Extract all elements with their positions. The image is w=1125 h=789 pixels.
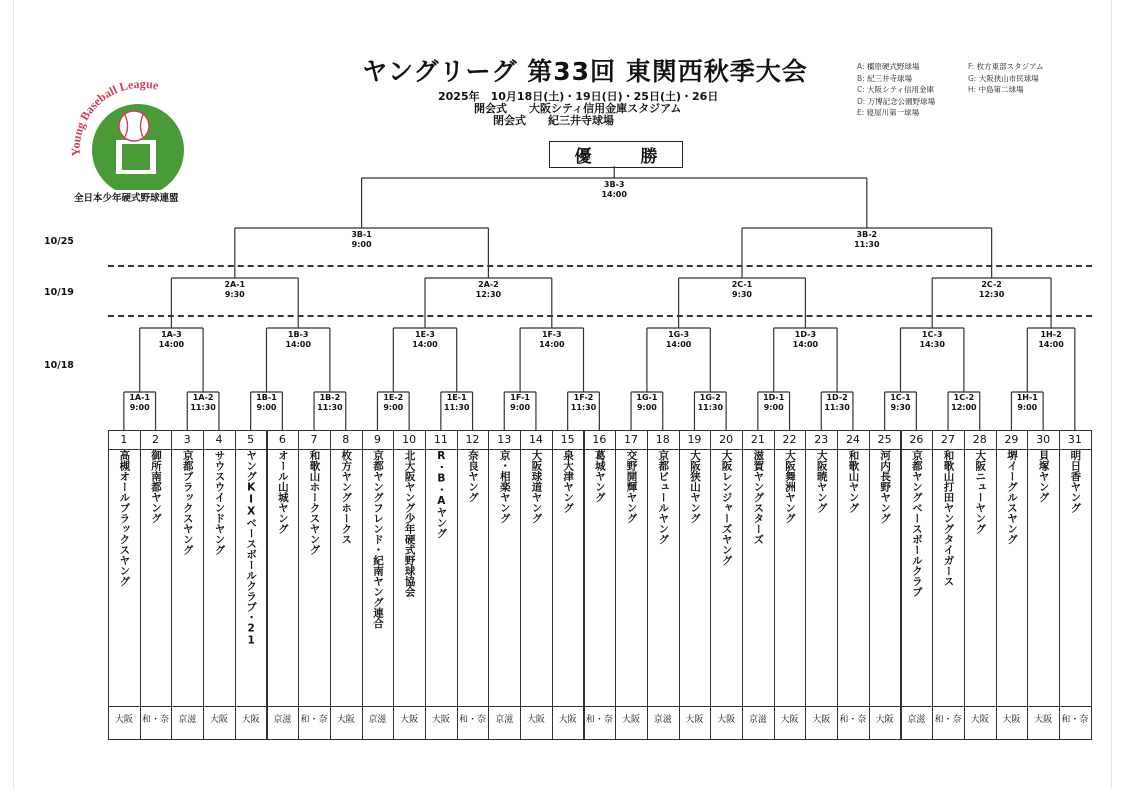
match-id: 1H-2	[1040, 330, 1062, 339]
team-number: 17	[624, 433, 639, 446]
team-region: 和・奈	[585, 715, 613, 725]
match-id: 2A-1	[224, 280, 246, 289]
match-time: 11:30	[190, 403, 216, 412]
match-id: 1E-1	[446, 393, 467, 402]
team-number: 31	[1067, 433, 1082, 446]
tournament-title: ヤングリーグ 第33回 東関西秋季大会	[362, 57, 808, 86]
team-region: 京滋	[368, 715, 387, 725]
champion-char-1: 優	[574, 147, 592, 167]
match-id: 1D-1	[763, 393, 785, 402]
match-time: 9:00	[510, 403, 531, 412]
match-time: 12:30	[475, 290, 502, 299]
venue-name: 紀三井寺球場	[867, 73, 913, 83]
team-name: 貝塚ヤング	[1037, 450, 1050, 503]
match-label	[549, 393, 619, 413]
match-id: 3B-3	[603, 180, 625, 189]
team-region: 大阪	[970, 715, 989, 725]
champion-char-2: 勝	[640, 147, 658, 167]
venue-name: 万博記念公園野球場	[867, 96, 936, 106]
match-label	[263, 330, 333, 350]
team-number: 14	[528, 433, 543, 446]
team-number: 10	[402, 433, 417, 446]
match-id: 1A-3	[161, 330, 182, 339]
team-region: 和・奈	[839, 715, 867, 725]
date-label-final-day: 10/25	[44, 236, 74, 247]
team-name: 大阪ニューヤング	[974, 450, 987, 534]
match-id: 2C-1	[731, 280, 753, 289]
team-name: 滋賀ヤングスターズ	[752, 450, 765, 545]
venue-code: H:	[968, 85, 979, 94]
team-number: 21	[750, 433, 765, 446]
team-number: 30	[1036, 433, 1051, 446]
team-region: 京滋	[748, 715, 767, 725]
team-number: 27	[941, 433, 956, 446]
venue-code: A:	[857, 62, 867, 71]
team-region: 和・奈	[459, 715, 487, 725]
match-label	[517, 330, 587, 350]
team-region: 大阪	[526, 715, 545, 725]
team-number: 20	[719, 433, 734, 446]
match-label	[897, 330, 967, 350]
team-name: 京都ヤングベースボールクラブ	[910, 450, 923, 597]
match-id: 1D-3	[794, 330, 817, 339]
match-id: 2A-2	[478, 280, 499, 289]
match-id: 1G-2	[699, 393, 721, 402]
team-region: 京滋	[178, 715, 197, 725]
team-number: 19	[687, 433, 702, 446]
match-time: 14:00	[412, 340, 438, 349]
team-number: 6	[278, 433, 286, 446]
match-time: 14:30	[919, 340, 945, 349]
team-number: 3	[183, 433, 191, 446]
match-label	[770, 330, 840, 350]
team-region: 大阪	[717, 715, 736, 725]
team-region: 京滋	[653, 715, 672, 725]
team-number: 2	[152, 433, 160, 446]
match-time: 9:30	[224, 290, 245, 299]
team-name: 高槻オールブラックスヤング	[118, 450, 131, 587]
team-region: 大阪	[431, 715, 450, 725]
team-name: 奈良ヤング	[467, 450, 480, 503]
match-label	[358, 393, 428, 413]
team-name: 河内長野ヤング	[879, 450, 892, 524]
team-name: 大阪レンジャーズヤング	[720, 450, 733, 566]
team-name: 御所南都ヤング	[150, 450, 163, 524]
team-name: サウスウインドヤング	[213, 450, 226, 555]
venue-code: E:	[857, 108, 867, 117]
match-label	[200, 280, 270, 300]
match-time: 9:30	[732, 290, 752, 299]
team-region: 大阪	[812, 715, 831, 725]
team-region: 京滋	[907, 715, 926, 725]
team-region: 大阪	[400, 715, 419, 725]
venue-name: 大阪狭山市民球場	[978, 73, 1039, 83]
match-id: 1E-2	[383, 393, 404, 402]
match-time: 14:00	[792, 340, 819, 349]
match-time: 9:00	[763, 403, 784, 412]
team-number: 7	[310, 433, 318, 446]
match-time: 11:30	[854, 240, 880, 249]
match-time: 14:00	[285, 340, 311, 349]
match-label	[866, 393, 936, 413]
venue-name: 大阪シティ信用金庫	[867, 85, 935, 94]
team-number: 16	[592, 433, 607, 446]
match-id: 1C-1	[890, 393, 911, 402]
match-id: 3B-2	[856, 230, 878, 239]
venue-code: B:	[857, 73, 868, 83]
team-region: 大阪	[780, 715, 799, 725]
team-name: 大阪暁ヤング	[815, 450, 828, 513]
team-region: 大阪	[209, 715, 228, 725]
match-label	[957, 280, 1027, 300]
match-id: 1D-2	[826, 393, 848, 402]
team-number: 18	[655, 433, 670, 446]
venue-code: D:	[857, 96, 868, 106]
match-label	[579, 180, 649, 200]
match-id: 1C-3	[921, 330, 943, 339]
team-number: 25	[877, 433, 892, 446]
team-region: 大阪	[241, 715, 260, 725]
match-time: 14:00	[158, 340, 185, 349]
team-name: 京・相楽ヤング	[498, 450, 511, 524]
team-number: 28	[972, 433, 987, 446]
match-time: 12:30	[978, 290, 1005, 299]
team-region: 大阪	[875, 715, 894, 725]
match-label	[707, 280, 777, 300]
team-region: 大阪	[622, 715, 641, 725]
match-time: 9:00	[636, 403, 657, 412]
team-name: 和歌山ホークスヤング	[308, 450, 321, 555]
match-time: 11:30	[443, 403, 470, 412]
match-label	[485, 393, 555, 413]
team-name: 葛城ヤング	[593, 450, 606, 503]
venue-code: C:	[857, 85, 868, 94]
match-time: 9:00	[1017, 403, 1038, 412]
team-name: 泉大津ヤング	[562, 450, 575, 513]
team-region: 和・奈	[142, 715, 170, 725]
venue-code: G:	[968, 73, 979, 83]
team-region: 和・奈	[1061, 715, 1089, 725]
match-label	[675, 393, 745, 413]
team-name: 明日香ヤング	[1069, 450, 1082, 513]
match-label	[739, 393, 809, 413]
match-label	[295, 393, 365, 413]
match-id: 1G-3	[668, 330, 690, 339]
team-number: 5	[247, 433, 255, 446]
team-name: 京都ブラックスヤング	[181, 450, 194, 555]
team-name: 堺イーグルスヤング	[1005, 450, 1018, 545]
team-region: 大阪	[685, 715, 704, 725]
venue-name: 中島第二球場	[978, 85, 1024, 94]
match-id: 1A-2	[192, 393, 214, 402]
league-name-caption: 全日本少年硬式野球連盟	[74, 193, 179, 204]
match-id: 2C-2	[981, 280, 1002, 289]
match-time: 12:00	[951, 403, 977, 412]
match-time: 9:30	[890, 403, 911, 412]
team-number: 29	[1004, 433, 1019, 446]
team-region: 京滋	[273, 715, 292, 725]
venue-name: 枚方東部スタジアム	[976, 62, 1044, 71]
team-name: 和歌山ヤング	[847, 450, 860, 513]
match-id: 1F-3	[541, 330, 562, 339]
team-number: 8	[342, 433, 350, 446]
team-region: 大阪	[1034, 715, 1053, 725]
team-region: 京滋	[495, 715, 514, 725]
match-id: 1B-2	[319, 393, 341, 402]
match-label	[136, 330, 206, 350]
closing-ceremony: 閉会式 紀三井寺球場	[493, 114, 614, 127]
team-region: 和・奈	[934, 715, 962, 725]
match-label	[327, 230, 397, 250]
match-label	[992, 393, 1062, 413]
match-time: 14:00	[665, 340, 692, 349]
team-region: 大阪	[1002, 715, 1021, 725]
match-id: 1C-2	[953, 393, 975, 402]
team-region: 和・奈	[300, 715, 328, 725]
match-time: 9:00	[383, 403, 404, 412]
team-number: 15	[560, 433, 575, 446]
match-label	[832, 230, 902, 250]
match-id: 1F-1	[510, 393, 530, 402]
team-name: 京都ビュールヤング	[657, 450, 670, 545]
match-id: 1A-1	[129, 393, 151, 402]
match-label	[453, 280, 523, 300]
opening-ceremony: 開会式 大阪シティ信用金庫スタジアム	[474, 102, 682, 115]
match-time: 14:00	[1038, 340, 1064, 349]
match-time: 14:00	[539, 340, 565, 349]
team-number: 22	[782, 433, 797, 446]
match-id: 1B-3	[287, 330, 309, 339]
team-name: 大阪舞洲ヤング	[784, 450, 797, 524]
team-number: 24	[845, 433, 860, 446]
match-label	[390, 330, 460, 350]
team-number: 4	[215, 433, 223, 446]
tournament-dates: 2025年 10月18日(土)・19日(日)・25日(土)・26日	[438, 90, 719, 103]
team-name: 北大阪ヤング少年硬式野球協会	[403, 450, 416, 597]
venue-name: 橿原硬式野球場	[866, 62, 920, 71]
team-number: 23	[814, 433, 829, 446]
team-region: 大阪	[114, 715, 133, 725]
match-id: 3B-1	[351, 230, 372, 239]
team-name: 大阪球道ヤング	[530, 450, 543, 524]
match-label	[422, 393, 492, 413]
match-id: 1F-2	[573, 393, 594, 402]
team-name: R・B・Aヤング	[435, 450, 448, 539]
match-time: 9:00	[129, 403, 150, 412]
match-time: 11:30	[824, 403, 850, 412]
match-label	[644, 330, 714, 350]
match-time: 11:30	[317, 403, 343, 412]
team-number: 12	[465, 433, 480, 446]
team-name: 交野開輝ヤング	[625, 450, 638, 524]
match-id: 1E-3	[415, 330, 435, 339]
match-time: 11:30	[570, 403, 597, 412]
team-region: 大阪	[336, 715, 355, 725]
date-label-first-day: 10/18	[44, 360, 74, 371]
team-name: 和歌山打田ヤングタイガース	[942, 450, 955, 587]
team-number: 9	[373, 433, 381, 446]
match-label	[1016, 330, 1086, 350]
team-number: 13	[497, 433, 512, 446]
match-label	[802, 393, 872, 413]
match-time: 9:00	[256, 403, 277, 412]
team-number: 1	[120, 433, 128, 446]
match-label	[612, 393, 682, 413]
match-label	[929, 393, 999, 413]
match-id: 1B-1	[256, 393, 277, 402]
team-name: オール山城ヤング	[276, 450, 289, 534]
team-number: 11	[433, 433, 448, 446]
match-time: 14:00	[601, 190, 627, 199]
match-id: 1G-1	[636, 393, 658, 402]
match-label	[105, 393, 175, 413]
team-name: 枚方ヤングホークス	[340, 450, 353, 545]
team-name: 大阪狭山ヤング	[688, 450, 701, 524]
team-region: 大阪	[558, 715, 577, 725]
team-name: ヤングKIXベースボールクラブ・21	[245, 450, 258, 647]
team-number: 26	[909, 433, 924, 446]
logo-ring-text: Young Baseball League	[68, 78, 160, 157]
match-time: 9:00	[351, 240, 372, 249]
venue-code: F:	[968, 62, 977, 71]
team-name: 京都ヤングフレンド・紀南ヤング連合	[371, 450, 384, 629]
date-label-quarter-day: 10/19	[44, 287, 74, 298]
match-id: 1H-1	[1016, 393, 1038, 402]
venue-name: 寝屋川第一球場	[866, 108, 920, 117]
match-label	[232, 393, 302, 413]
match-time: 11:30	[697, 403, 724, 412]
match-label	[168, 393, 238, 413]
